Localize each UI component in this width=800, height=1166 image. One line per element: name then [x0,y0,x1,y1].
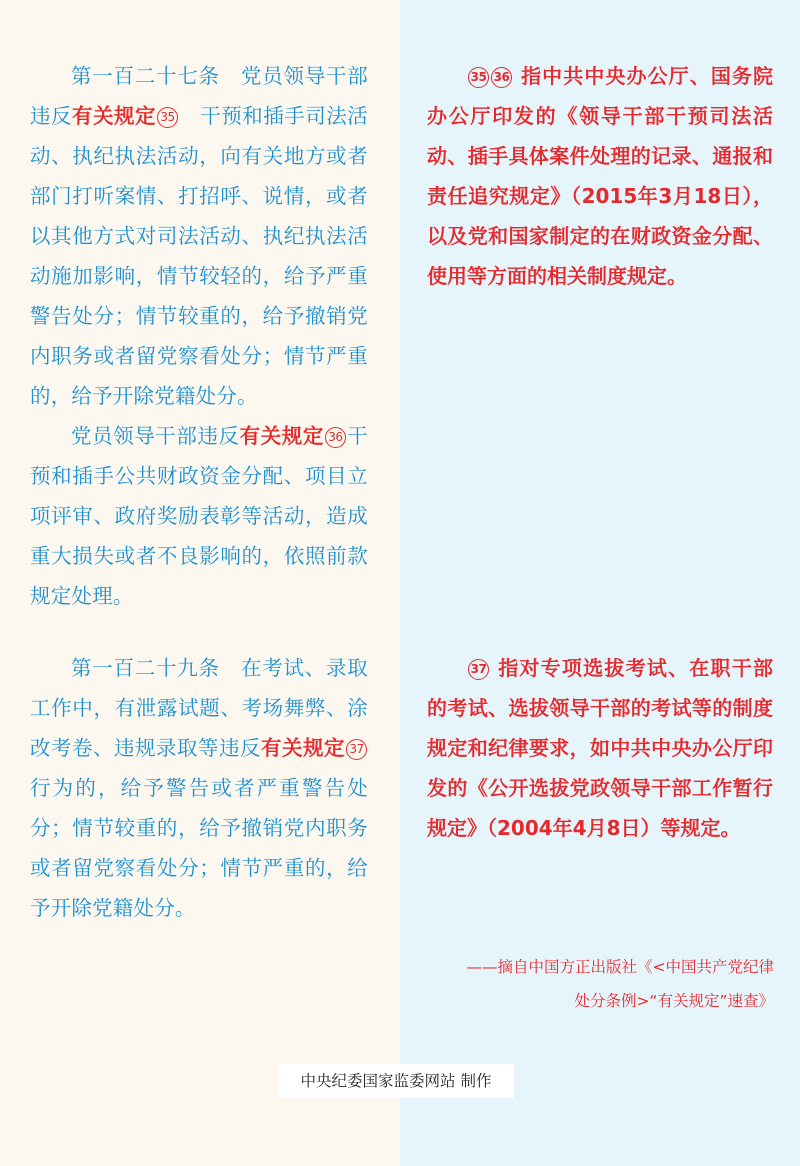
article-127-text-b: 干预和插手司法活动、执纪执法活动，向有关地方或者部门打听案情、打招呼、说情，或者以其他方式对司法活动、执纪执法活动施加影响，情节较轻的，给予严重警告处分；情节较重的，给予撤销党内职务或者留党察看处分；情节严重的，给予开除党籍处分。 [30,104,368,408]
note-37-text: 指对专项选拔考试、在职干部的考试、选拔领导干部的考试等的制度规定和纪律要求，如中共中央办公厅印发的《公开选拔党政领导干部工作暂行规定》（2004年4月8日）等规定。 [427,656,774,840]
source-line-2: 处分条例>“有关规定”速查》 [574,992,774,1010]
article-127-paragraph-2 [30,416,368,616]
source-citation [420,950,774,1018]
footnote-marker-37: 37 [346,739,367,760]
note-35-36-paragraph [427,56,773,296]
note-marker-37: 37 [468,659,489,680]
article-129-text-a: 第一百二十九条 在考试、录取工作中，有泄露试题、考场舞弊、涂改考卷、违规录取等违反 [30,656,368,760]
note-35-36-text: 指中共中央办公厅、国务院办公厅印发的《领导干部干预司法活动、插手具体案件处理的记录、通报和责任追究规定》（2015年3月18日），以及党和国家制定的在财政资金分配、使用等方面的相关制度规定。 [427,64,774,288]
note-marker-35: 35 [468,67,489,88]
article-129 [30,648,368,928]
source-line-1: ——摘自中国方正出版社《<中国共产党纪律 [466,958,774,976]
article-127-p2-text-a: 党员领导干部违反 [71,424,240,448]
article-127-paragraph-1 [30,56,368,416]
footnote-marker-36: 36 [325,427,346,448]
credit-label: 中央纪委国家监委网站 制作 [278,1064,514,1098]
keyword-related-rules: 有关规定 [72,104,156,128]
article-127-p2-text-b: 干预和插手公共财政资金分配、项目立项评审、政府奖励表彰等活动，造成重大损失或者不良影响的，依照前款规定处理。 [30,424,368,608]
article-127 [30,56,368,616]
keyword-related-rules: 有关规定 [239,424,324,448]
note-marker-36: 36 [491,67,512,88]
note-37-paragraph [427,648,773,848]
footnote-marker-35: 35 [157,107,178,128]
note-37 [427,648,773,848]
article-127-text-a: 第一百二十七条 党员领导干部违反 [30,64,368,128]
article-129-paragraph [30,648,368,928]
note-35-36 [427,56,773,296]
keyword-related-rules: 有关规定 [261,736,345,760]
article-129-text-b: 行为的，给予警告或者严重警告处分；情节较重的，给予撤销党内职务或者留党察看处分；情节严重的，给予开除党籍处分。 [30,776,368,920]
